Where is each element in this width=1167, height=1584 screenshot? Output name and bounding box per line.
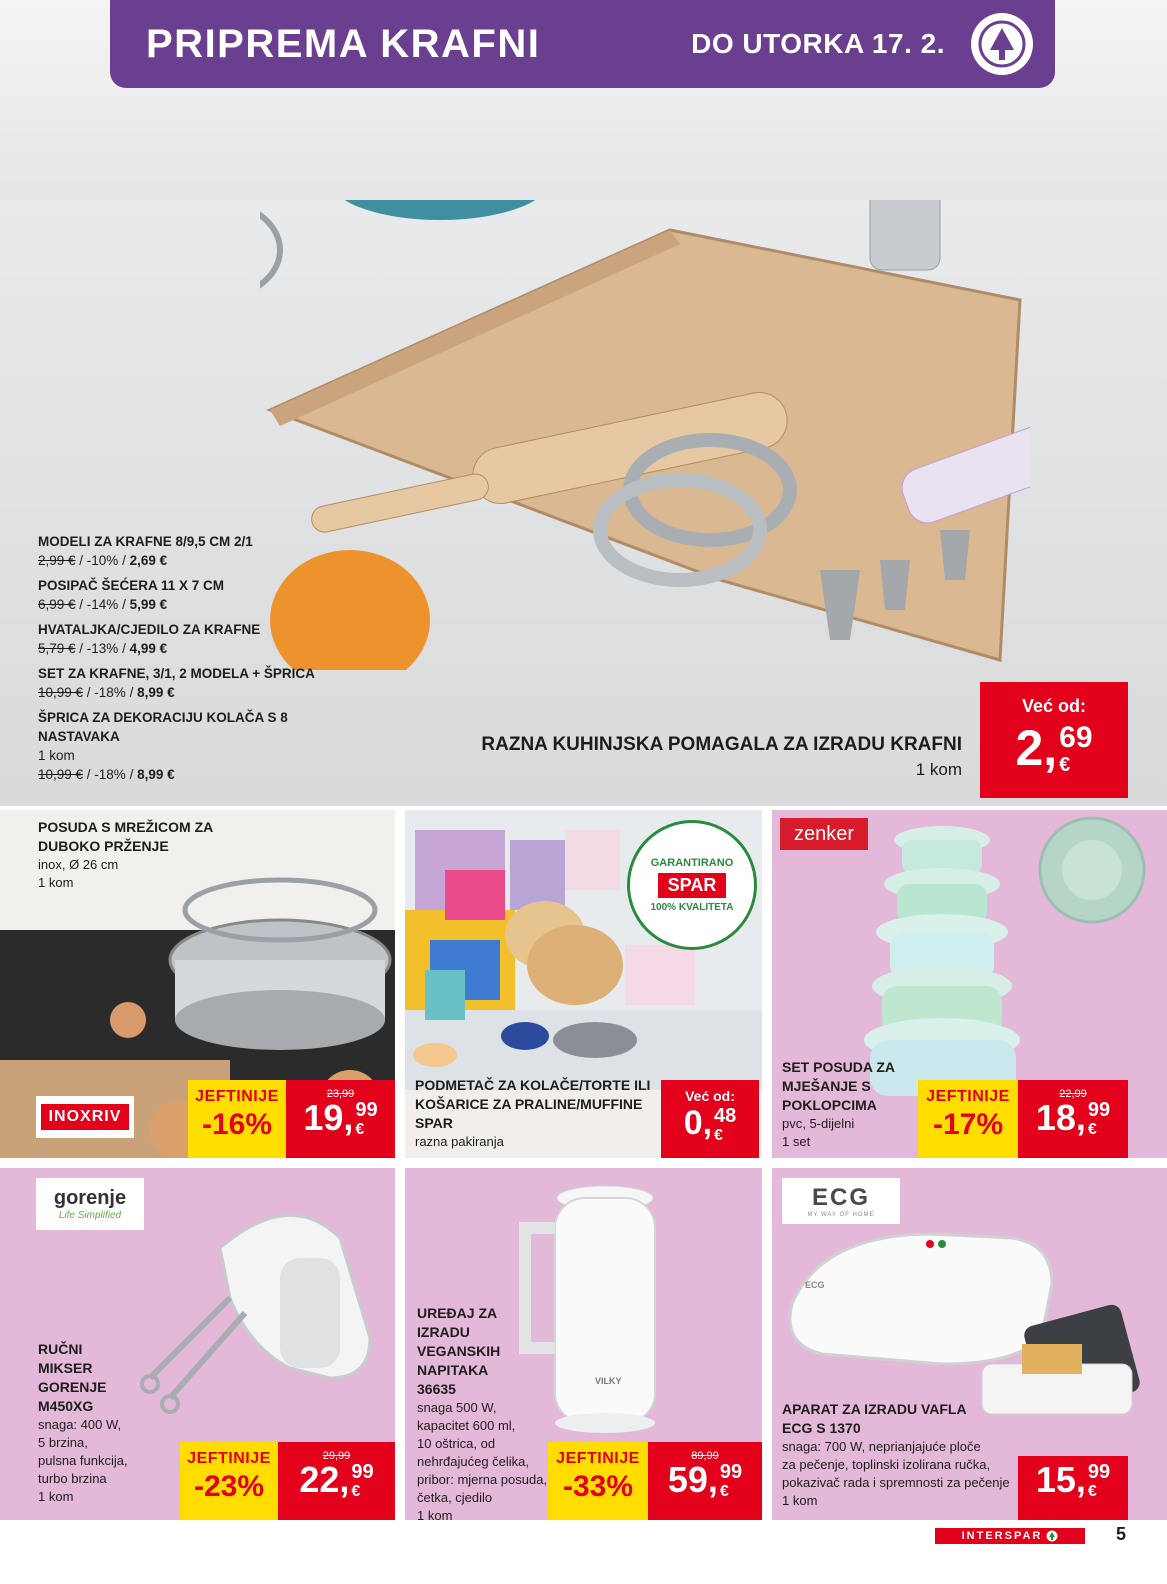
hero-caption-title: RAZNA KUHINJSKA POMAGALA ZA IZRADU KRAFNI	[481, 734, 962, 755]
item-detail: 1 kom	[38, 748, 75, 763]
price-cents: 99	[1087, 1099, 1111, 1121]
hero-caption	[481, 734, 962, 780]
product-detail: snaga: 400 W,	[38, 1417, 122, 1432]
price-eur: €	[351, 1483, 361, 1500]
product-qty: 1 kom	[38, 875, 74, 890]
product-detail: turbo brzina	[38, 1471, 107, 1486]
product-card-cups[interactable]	[405, 810, 762, 1158]
product-card-pot[interactable]	[0, 810, 395, 1158]
waffle-maker-photo	[782, 1224, 1142, 1424]
brand-text: INOXRIV	[41, 1104, 130, 1130]
price	[1018, 1459, 1128, 1500]
price-cents: 99	[1087, 1461, 1111, 1483]
price-eur: €	[1059, 754, 1071, 776]
product-detail: pvc, 5-dijelni	[782, 1116, 855, 1131]
old-price: 29,99	[322, 1450, 351, 1462]
product-card-mixer[interactable]	[0, 1168, 395, 1520]
brand-tagline: Life Simplified	[58, 1210, 122, 1221]
price-badge	[1018, 1456, 1128, 1520]
price	[648, 1459, 762, 1500]
product-qty: 1 kom	[417, 1508, 453, 1520]
product-detail: snaga: 700 W, neprianjajuće ploče	[782, 1439, 981, 1454]
brand-text: gorenje	[53, 1187, 127, 1209]
list-item	[38, 664, 378, 702]
list-item	[38, 532, 378, 570]
item-name: SET ZA KRAFNE, 3/1, 2 MODELA + ŠPRICA	[38, 666, 315, 681]
pot-text	[38, 818, 248, 892]
product-detail: kapacitet 600 ml,	[417, 1418, 516, 1433]
discount: / -14% /	[75, 597, 130, 612]
product-detail: nehrđajućeg čelika,	[417, 1454, 530, 1469]
price-from-label: Već od:	[1021, 696, 1087, 716]
device-label: VILKY	[595, 1376, 622, 1386]
product-detail: pribor: mjerna posuda,	[417, 1472, 548, 1487]
badge-label: JEFTINIJE	[195, 1088, 279, 1105]
hero-caption-sub: 1 kom	[915, 760, 962, 779]
brand-text: ECG	[811, 1184, 870, 1211]
discount: / -18% /	[83, 685, 138, 700]
ecg-logo	[782, 1178, 900, 1224]
product-name: APARAT ZA IZRADU VAFLA ECG S 1370	[782, 1401, 967, 1436]
price-cents: 48	[714, 1105, 737, 1127]
footer-brand-text: INTERSPAR	[961, 1530, 1043, 1542]
hero-price-box	[980, 682, 1128, 798]
product-detail: za pečenje, toplinski izolirana ručka,	[782, 1457, 991, 1472]
price-cents: 69	[1059, 721, 1093, 754]
seal-top: GARANTIRANO	[650, 857, 734, 869]
brand-tagline: MY WAY OF HOME	[807, 1212, 875, 1218]
product-name: PODMETAČ ZA KOLAČE/TORTE ILI KOŠARICE ZA PRALINE/MUFFINE SPAR	[415, 1077, 651, 1131]
price-eur: €	[714, 1127, 723, 1144]
price-badge	[661, 1080, 759, 1158]
list-item	[38, 708, 378, 784]
price-eur: €	[1087, 1483, 1097, 1500]
price-eur: €	[719, 1483, 729, 1500]
brand-text: zenker	[793, 822, 855, 845]
discount-badge	[180, 1442, 278, 1520]
vegan-maker-text	[417, 1304, 567, 1520]
price-from-label: Već od:	[685, 1088, 735, 1104]
badge-percent: -23%	[193, 1470, 265, 1503]
bowls-text	[782, 1058, 902, 1151]
hero-product-list	[38, 532, 378, 790]
old-price: 10,99 €	[38, 685, 84, 700]
badge-percent: -16%	[201, 1108, 273, 1141]
page-number: 5	[1116, 1524, 1127, 1544]
old-price: 89,99	[691, 1450, 719, 1462]
price-int: 0,	[683, 1104, 713, 1142]
old-price: 10,99 €	[38, 767, 84, 782]
inoxriv-logo	[36, 1096, 134, 1138]
badge-label: JEFTINIJE	[187, 1450, 271, 1467]
discount-badge	[188, 1080, 286, 1158]
product-qty: 1 set	[782, 1134, 811, 1149]
discount: / -18% /	[83, 767, 138, 782]
product-name: POSUDA S MREŽICOM ZA DUBOKO PRŽENJE	[38, 819, 213, 854]
price	[278, 1459, 395, 1500]
price-int: 15,	[1035, 1459, 1086, 1500]
device-label: ECG	[805, 1280, 825, 1290]
product-card-vegan-maker[interactable]	[405, 1168, 762, 1520]
old-price: 2,99 €	[38, 553, 76, 568]
product-detail: snaga 500 W,	[417, 1400, 497, 1415]
old-price: 23,99	[326, 1088, 355, 1100]
price-badge	[286, 1080, 395, 1158]
seal-bottom: 100% KVALITETA	[650, 902, 734, 913]
badge-label: JEFTINIJE	[556, 1450, 640, 1467]
discount: / -10% /	[75, 553, 130, 568]
price-eur: €	[355, 1121, 365, 1138]
product-card-waffle[interactable]	[772, 1168, 1167, 1520]
quality-seal	[627, 820, 757, 950]
price-int: 22,	[299, 1459, 350, 1500]
price-eur: €	[1087, 1121, 1097, 1138]
product-name: SET POSUDA ZA MJEŠANJE S POKLOPCIMA	[782, 1059, 895, 1113]
mixer-text	[38, 1340, 178, 1506]
page-header	[110, 0, 1055, 88]
product-name: RUČNI MIKSER GORENJE M450XG	[38, 1341, 107, 1414]
new-price: 4,99 €	[129, 641, 168, 656]
product-detail: pokazivač rada i spremnosti za pečenje	[782, 1475, 1010, 1490]
price	[286, 1097, 395, 1138]
badge-percent: -17%	[932, 1108, 1004, 1141]
price-cents: 99	[351, 1461, 374, 1483]
price-cents: 99	[719, 1461, 743, 1483]
list-item	[38, 576, 378, 614]
price-badge	[1018, 1080, 1128, 1158]
seal-mid: SPAR	[658, 873, 727, 898]
product-detail: razna pakiranja	[415, 1134, 504, 1149]
discount-badge	[548, 1442, 648, 1520]
price-badge	[278, 1442, 395, 1520]
product-detail: pulsna funkcija,	[38, 1453, 128, 1468]
new-price: 2,69 €	[129, 553, 168, 568]
hero-price	[980, 720, 1128, 776]
waffle-text	[782, 1400, 1022, 1510]
product-name: UREĐAJ ZA IZRADU VEGANSKIH NAPITAKA 36635	[417, 1305, 501, 1397]
product-qty: 1 kom	[782, 1493, 818, 1508]
validity-date: DO UTORKA 17. 2.	[691, 28, 945, 59]
gorenje-logo	[36, 1178, 144, 1230]
product-detail: četka, cjedilo	[417, 1490, 493, 1505]
old-price: 5,79 €	[38, 641, 76, 656]
item-name: ŠPRICA ZA DEKORACIJU KOLAČA S 8 NASTAVAKA	[38, 710, 288, 744]
badge-percent: -33%	[562, 1470, 634, 1503]
list-item	[38, 620, 378, 658]
old-price: 22,99	[1059, 1088, 1087, 1100]
price-int: 18,	[1035, 1097, 1086, 1138]
product-card-bowls[interactable]	[772, 810, 1167, 1158]
price-badge	[648, 1442, 762, 1520]
badge-label: JEFTINIJE	[926, 1088, 1010, 1105]
price-cents: 99	[355, 1099, 378, 1121]
product-detail: 10 oštrica, od	[417, 1436, 496, 1451]
interspar-logo	[935, 1528, 1085, 1544]
price	[661, 1106, 759, 1144]
new-price: 8,99 €	[137, 685, 175, 700]
cups-text	[415, 1076, 660, 1151]
price	[1018, 1097, 1128, 1138]
item-name: HVATALJKA/CJEDILO ZA KRAFNE	[38, 622, 261, 637]
product-qty: 1 kom	[38, 1489, 74, 1504]
old-price: 6,99 €	[38, 597, 76, 612]
product-detail: inox, Ø 26 cm	[38, 857, 119, 872]
bowls-photo	[852, 810, 1167, 1100]
item-name: POSIPAČ ŠEĆERA 11 X 7 CM	[38, 578, 225, 593]
discount: / -13% /	[75, 641, 130, 656]
new-price: 8,99 €	[137, 767, 175, 782]
product-detail: 5 brzina,	[38, 1435, 88, 1450]
spar-logo-icon	[971, 13, 1033, 75]
new-price: 5,99 €	[129, 597, 168, 612]
price-int: 2,	[1015, 720, 1058, 776]
spar-tree-icon	[1046, 1530, 1058, 1542]
page-title: PRIPREMA KRAFNI	[146, 21, 541, 66]
price-int: 59,	[667, 1459, 718, 1500]
price-int: 19,	[303, 1097, 354, 1138]
item-name: MODELI ZA KRAFNE 8/9,5 CM 2/1	[38, 534, 253, 549]
discount-badge	[918, 1080, 1018, 1158]
